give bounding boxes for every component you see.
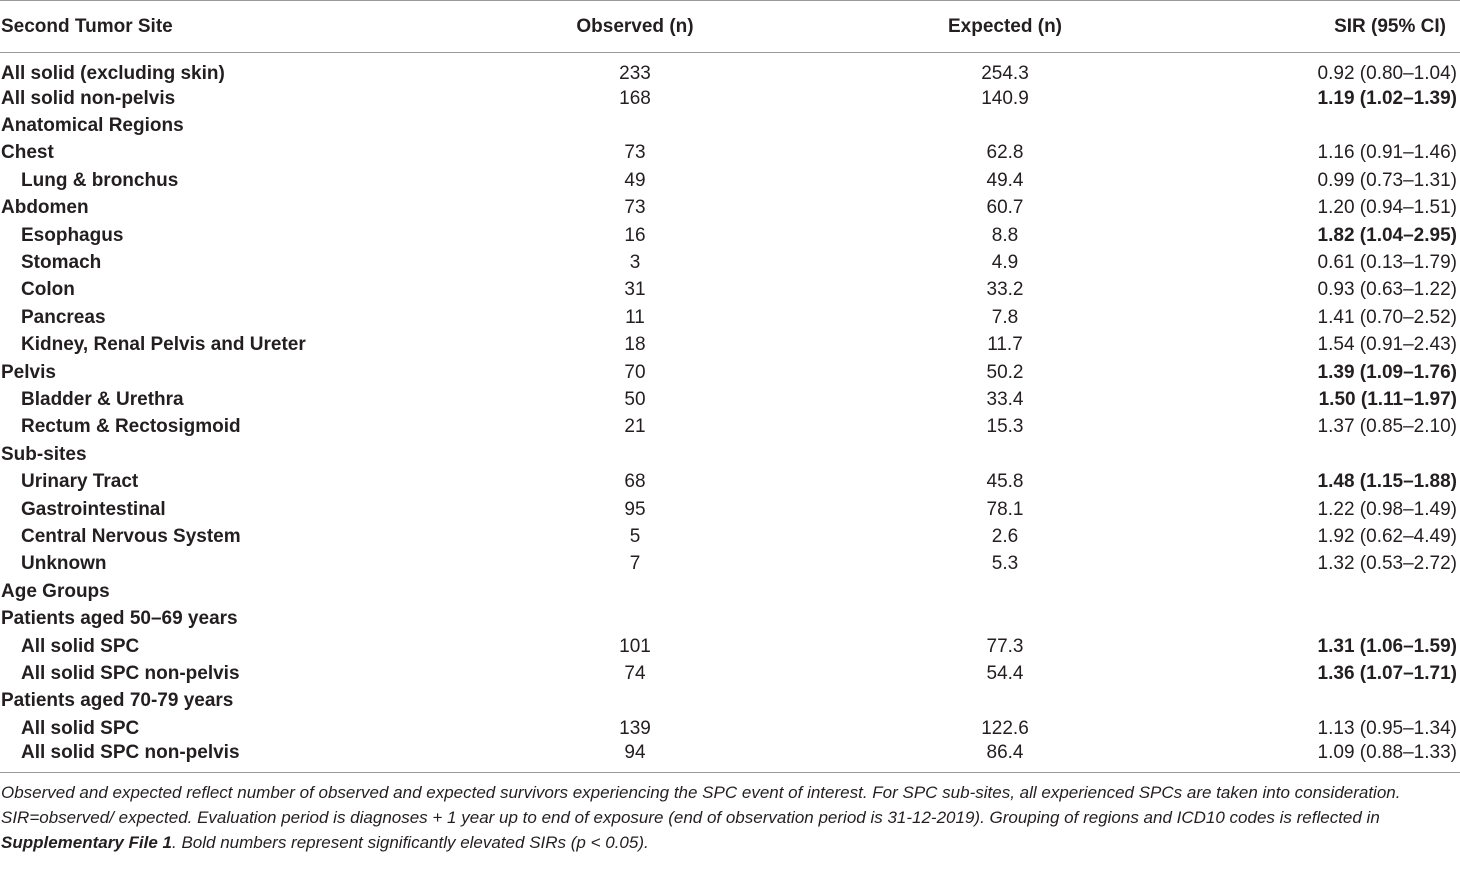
cell-sir: 1.22 (0.98–1.49) bbox=[1317, 498, 1457, 520]
cell-expected: 15.3 bbox=[986, 416, 1024, 438]
table-row bbox=[0, 85, 1460, 112]
cell-expected: 33.2 bbox=[986, 279, 1024, 301]
cell-expected: 2.6 bbox=[991, 525, 1019, 547]
cell-sir: 1.09 (0.88–1.33) bbox=[1180, 742, 1460, 773]
cell-observed: 94 bbox=[440, 742, 830, 773]
table-row bbox=[0, 277, 1460, 304]
cell-expected: 122.6 bbox=[981, 717, 1029, 739]
cell-observed: 31 bbox=[624, 279, 646, 301]
cell-sir: 1.50 (1.11–1.97) bbox=[1318, 388, 1457, 410]
cell-expected bbox=[830, 112, 1180, 139]
cell-site: Chest bbox=[1, 142, 54, 164]
cell-observed: 5 bbox=[629, 525, 641, 547]
cell-expected: 5.3 bbox=[991, 553, 1019, 575]
cell-site: All solid (excluding skin) bbox=[1, 63, 225, 84]
table-row bbox=[0, 605, 1460, 632]
cell-site: Stomach bbox=[21, 252, 102, 274]
cell-observed: 21 bbox=[624, 416, 646, 438]
cell-site: All solid SPC non-pelvis bbox=[21, 662, 240, 684]
cell-site: Lung & bronchus bbox=[21, 169, 179, 191]
table-row bbox=[0, 551, 1460, 578]
cell-observed: 74 bbox=[624, 662, 646, 684]
cell-sir: 1.36 (1.07–1.71) bbox=[1317, 662, 1457, 684]
cell-expected bbox=[830, 605, 1180, 632]
cell-site: Abdomen bbox=[1, 197, 89, 219]
cell-site: All solid SPC non-pelvis bbox=[0, 742, 440, 773]
cell-observed: 11 bbox=[625, 306, 645, 328]
table-row bbox=[0, 222, 1460, 249]
cell-sir: 0.99 (0.73–1.31) bbox=[1317, 169, 1457, 191]
cell-observed: 7 bbox=[629, 553, 641, 575]
cell-expected: 7.8 bbox=[991, 306, 1019, 328]
cell-observed: 73 bbox=[624, 197, 646, 219]
cell-site: Sub-sites bbox=[1, 443, 87, 465]
table-row bbox=[0, 249, 1460, 276]
cell-observed bbox=[440, 441, 830, 468]
table-row bbox=[0, 140, 1460, 167]
table-row bbox=[0, 578, 1460, 605]
cell-site: Esophagus bbox=[21, 224, 124, 246]
table-row bbox=[0, 496, 1460, 523]
cell-site: Rectum & Rectosigmoid bbox=[21, 416, 241, 438]
cell-expected: 8.8 bbox=[991, 224, 1019, 246]
cell-site: Colon bbox=[21, 279, 75, 301]
cell-expected bbox=[830, 688, 1180, 715]
supplementary-file-link[interactable]: Supplementary File 1 bbox=[1, 833, 172, 853]
cell-sir: 0.61 (0.13–1.79) bbox=[1317, 252, 1457, 274]
table-footnote bbox=[0, 773, 1453, 855]
cell-expected: 4.9 bbox=[991, 252, 1019, 274]
table-row bbox=[0, 523, 1460, 550]
cell-observed: 18 bbox=[624, 334, 646, 356]
cell-expected: 11.7 bbox=[987, 334, 1023, 356]
cell-observed: 73 bbox=[624, 142, 646, 164]
table-row bbox=[0, 660, 1460, 687]
cell-site: Gastrointestinal bbox=[21, 498, 166, 520]
table-row bbox=[0, 633, 1460, 660]
cell-sir bbox=[1180, 578, 1460, 605]
table-row bbox=[0, 715, 1460, 742]
cell-expected: 140.9 bbox=[981, 87, 1029, 109]
cell-site: Unknown bbox=[21, 553, 107, 575]
cell-expected: 254.3 bbox=[981, 63, 1029, 84]
cell-sir: 0.93 (0.63–1.22) bbox=[1317, 279, 1457, 301]
cell-observed: 95 bbox=[624, 498, 646, 520]
cell-site: Anatomical Regions bbox=[1, 115, 184, 137]
cell-sir: 1.92 (0.62–4.49) bbox=[1317, 525, 1457, 547]
cell-observed: 68 bbox=[624, 471, 646, 493]
cell-observed: 49 bbox=[624, 169, 646, 191]
cell-sir bbox=[1180, 605, 1460, 632]
cell-sir: 1.13 (0.95–1.34) bbox=[1317, 717, 1457, 739]
table-row bbox=[0, 53, 1460, 86]
cell-sir bbox=[1180, 112, 1460, 139]
cell-sir bbox=[1180, 688, 1460, 715]
cell-expected: 62.8 bbox=[986, 142, 1024, 164]
cell-expected: 45.8 bbox=[986, 471, 1024, 493]
header-observed: Observed (n) bbox=[440, 1, 830, 53]
table-row bbox=[0, 304, 1460, 331]
cell-expected: 49.4 bbox=[986, 169, 1024, 191]
cell-site: All solid non-pelvis bbox=[1, 87, 176, 109]
cell-observed: 70 bbox=[624, 361, 646, 383]
cell-observed bbox=[440, 605, 830, 632]
cell-expected bbox=[830, 441, 1180, 468]
header-row bbox=[0, 1, 1460, 53]
cell-site: Pancreas bbox=[21, 306, 106, 328]
table-row bbox=[0, 414, 1460, 441]
cell-expected: 50.2 bbox=[986, 361, 1024, 383]
cell-sir: 1.82 (1.04–2.95) bbox=[1317, 224, 1457, 246]
cell-observed: 101 bbox=[619, 635, 651, 657]
cell-observed: 50 bbox=[624, 388, 646, 410]
cell-sir: 1.41 (0.70–2.52) bbox=[1317, 306, 1457, 328]
cell-sir: 1.48 (1.15–1.88) bbox=[1317, 471, 1457, 493]
footnote-text: Observed and expected reflect number of observed and expected survivors experiencing the SPC event of interest. For SPC sub-sites, all experienced SPCs are taken into consideration. SIR=observed/ expected. Evaluation period is diagnoses + 1 year up to end of exposure (end of observation period is 31-12-2019). Grouping of regions and ICD10 codes is reflected in bbox=[1, 783, 1401, 828]
cell-expected: 60.7 bbox=[986, 197, 1024, 219]
footnote-text-end: . Bold numbers represent significantly elevated SIRs (p < 0.05). bbox=[172, 833, 649, 853]
cell-sir bbox=[1180, 441, 1460, 468]
cell-observed: 233 bbox=[619, 63, 651, 84]
cell-site: Central Nervous System bbox=[21, 525, 241, 547]
table-header bbox=[0, 1, 1460, 53]
cell-site: Patients aged 50–69 years bbox=[1, 608, 238, 630]
cell-sir: 1.54 (0.91–2.43) bbox=[1317, 334, 1457, 356]
table-row bbox=[0, 386, 1460, 413]
table-row bbox=[0, 359, 1460, 386]
cell-sir: 0.92 (0.80–1.04) bbox=[1317, 63, 1457, 84]
cell-expected: 54.4 bbox=[986, 662, 1024, 684]
cell-sir: 1.37 (0.85–2.10) bbox=[1317, 416, 1457, 438]
table-row bbox=[0, 195, 1460, 222]
header-sir: SIR (95% CI) bbox=[1180, 1, 1460, 53]
header-second-tumor-site: Second Tumor Site bbox=[0, 1, 440, 53]
table-row bbox=[0, 112, 1460, 139]
table-row bbox=[0, 468, 1460, 495]
cell-site: Patients aged 70-79 years bbox=[1, 690, 234, 712]
cell-observed: 139 bbox=[619, 717, 651, 739]
cell-expected: 78.1 bbox=[986, 498, 1024, 520]
table-row bbox=[0, 688, 1460, 715]
table-row bbox=[0, 332, 1460, 359]
cell-observed: 168 bbox=[619, 87, 651, 109]
cell-observed: 3 bbox=[629, 252, 641, 274]
table-body bbox=[0, 53, 1460, 773]
cell-sir: 1.20 (0.94–1.51) bbox=[1317, 197, 1457, 219]
cell-observed bbox=[440, 688, 830, 715]
cell-site: All solid SPC bbox=[21, 717, 140, 739]
cell-observed: 16 bbox=[624, 224, 646, 246]
table-row bbox=[0, 742, 1460, 773]
cell-site: Pelvis bbox=[1, 361, 56, 383]
cell-site: Age Groups bbox=[1, 580, 110, 602]
header-expected: Expected (n) bbox=[830, 1, 1180, 53]
cell-observed bbox=[440, 112, 830, 139]
cell-expected: 33.4 bbox=[986, 388, 1024, 410]
cell-sir: 1.16 (0.91–1.46) bbox=[1317, 142, 1457, 164]
cell-expected bbox=[830, 578, 1180, 605]
cell-site: Kidney, Renal Pelvis and Ureter bbox=[21, 334, 306, 356]
cell-sir: 1.39 (1.09–1.76) bbox=[1317, 361, 1457, 383]
cell-site: Bladder & Urethra bbox=[21, 388, 184, 410]
table-row bbox=[0, 441, 1460, 468]
cell-observed bbox=[440, 578, 830, 605]
cell-expected: 77.3 bbox=[986, 635, 1024, 657]
cell-expected: 86.4 bbox=[830, 742, 1180, 773]
cell-sir: 1.32 (0.53–2.72) bbox=[1317, 553, 1457, 575]
cell-sir: 1.19 (1.02–1.39) bbox=[1317, 87, 1457, 109]
cell-site: All solid SPC bbox=[21, 635, 140, 657]
table-row bbox=[0, 167, 1460, 194]
cell-sir: 1.31 (1.06–1.59) bbox=[1317, 635, 1457, 657]
cell-site: Urinary Tract bbox=[21, 471, 139, 493]
